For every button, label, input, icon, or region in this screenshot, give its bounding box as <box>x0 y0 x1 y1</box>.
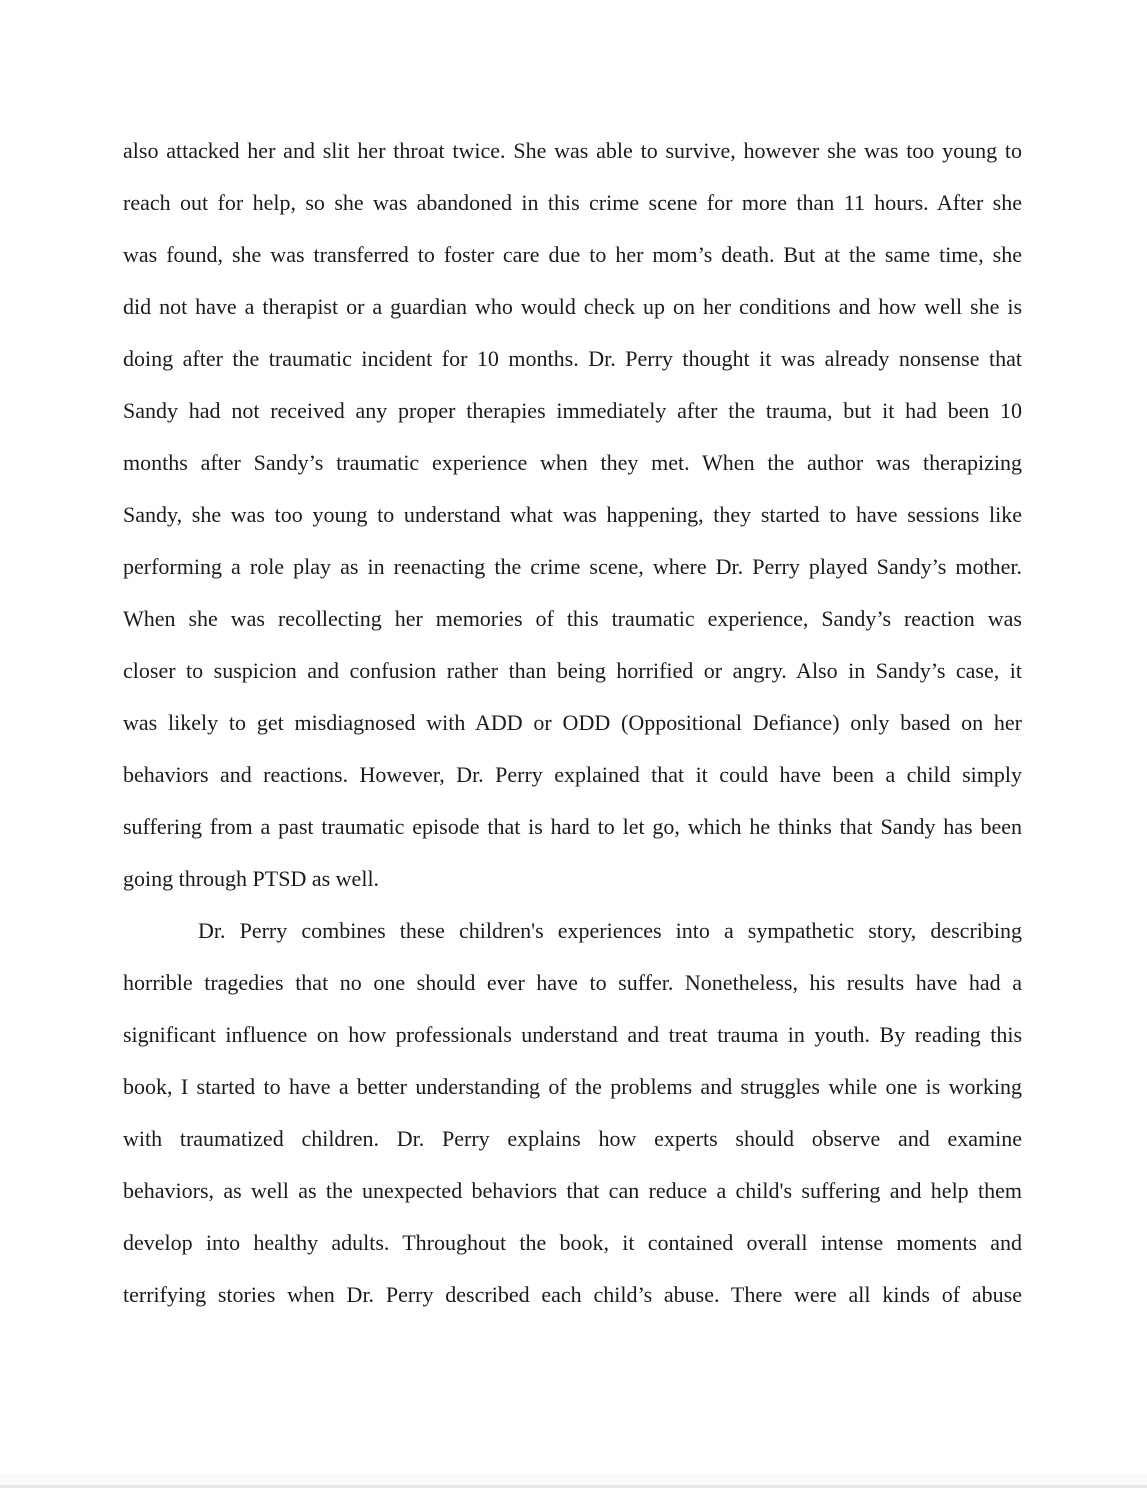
text-line: develop into healthy adults. Throughout the book, it contained overall intense moments and <box>123 1230 1022 1255</box>
text-line: behaviors, as well as the unexpected behaviors that can reduce a child's suffering and help them <box>123 1178 1022 1203</box>
page-bottom-edge <box>0 1475 1147 1488</box>
text-line: did not have a therapist or a guardian who would check up on her conditions and how well she is <box>123 294 1022 319</box>
text-line: doing after the traumatic incident for 10 months. Dr. Perry thought it was already nonsense that <box>123 346 1022 371</box>
text-line: behaviors and reactions. However, Dr. Perry explained that it could have been a child simply <box>123 762 1022 787</box>
text-line: When she was recollecting her memories of this traumatic experience, Sandy’s reaction was <box>123 606 1022 631</box>
text-line: terrifying stories when Dr. Perry described each child’s abuse. There were all kinds of abuse <box>123 1282 1022 1307</box>
text-line: Sandy, she was too young to understand what was happening, they started to have sessions like <box>123 502 1022 527</box>
text-line: reach out for help, so she was abandoned in this crime scene for more than 11 hours. After she <box>123 190 1022 215</box>
text-line: suffering from a past traumatic episode that is hard to let go, which he thinks that Sandy has been <box>123 814 1022 839</box>
text-line: performing a role play as in reenacting the crime scene, where Dr. Perry played Sandy’s mother. <box>123 554 1022 579</box>
text-line: book, I started to have a better understanding of the problems and struggles while one is working <box>123 1074 1022 1099</box>
document-body-text <box>123 125 1022 1321</box>
text-line: Sandy had not received any proper therapies immediately after the trauma, but it had been 10 <box>123 398 1022 423</box>
text-line: Dr. Perry combines these children's experiences into a sympathetic story, describing <box>198 918 1022 943</box>
text-line: was found, she was transferred to foster care due to her mom’s death. But at the same time, she <box>123 242 1022 267</box>
text-line: significant influence on how professionals understand and treat trauma in youth. By reading this <box>123 1022 1022 1047</box>
text-line: also attacked her and slit her throat twice. She was able to survive, however she was too young to <box>123 138 1022 163</box>
text-line: months after Sandy’s traumatic experience when they met. When the author was therapizing <box>123 450 1022 475</box>
text-line: was likely to get misdiagnosed with ADD or ODD (Oppositional Defiance) only based on her <box>123 710 1022 735</box>
text-line: closer to suspicion and confusion rather than being horrified or angry. Also in Sandy’s case, it <box>123 658 1022 683</box>
text-line: with traumatized children. Dr. Perry explains how experts should observe and examine <box>123 1126 1022 1151</box>
text-line: going through PTSD as well. <box>123 866 380 891</box>
text-line: horrible tragedies that no one should ever have to suffer. Nonetheless, his results have had a <box>123 970 1022 995</box>
